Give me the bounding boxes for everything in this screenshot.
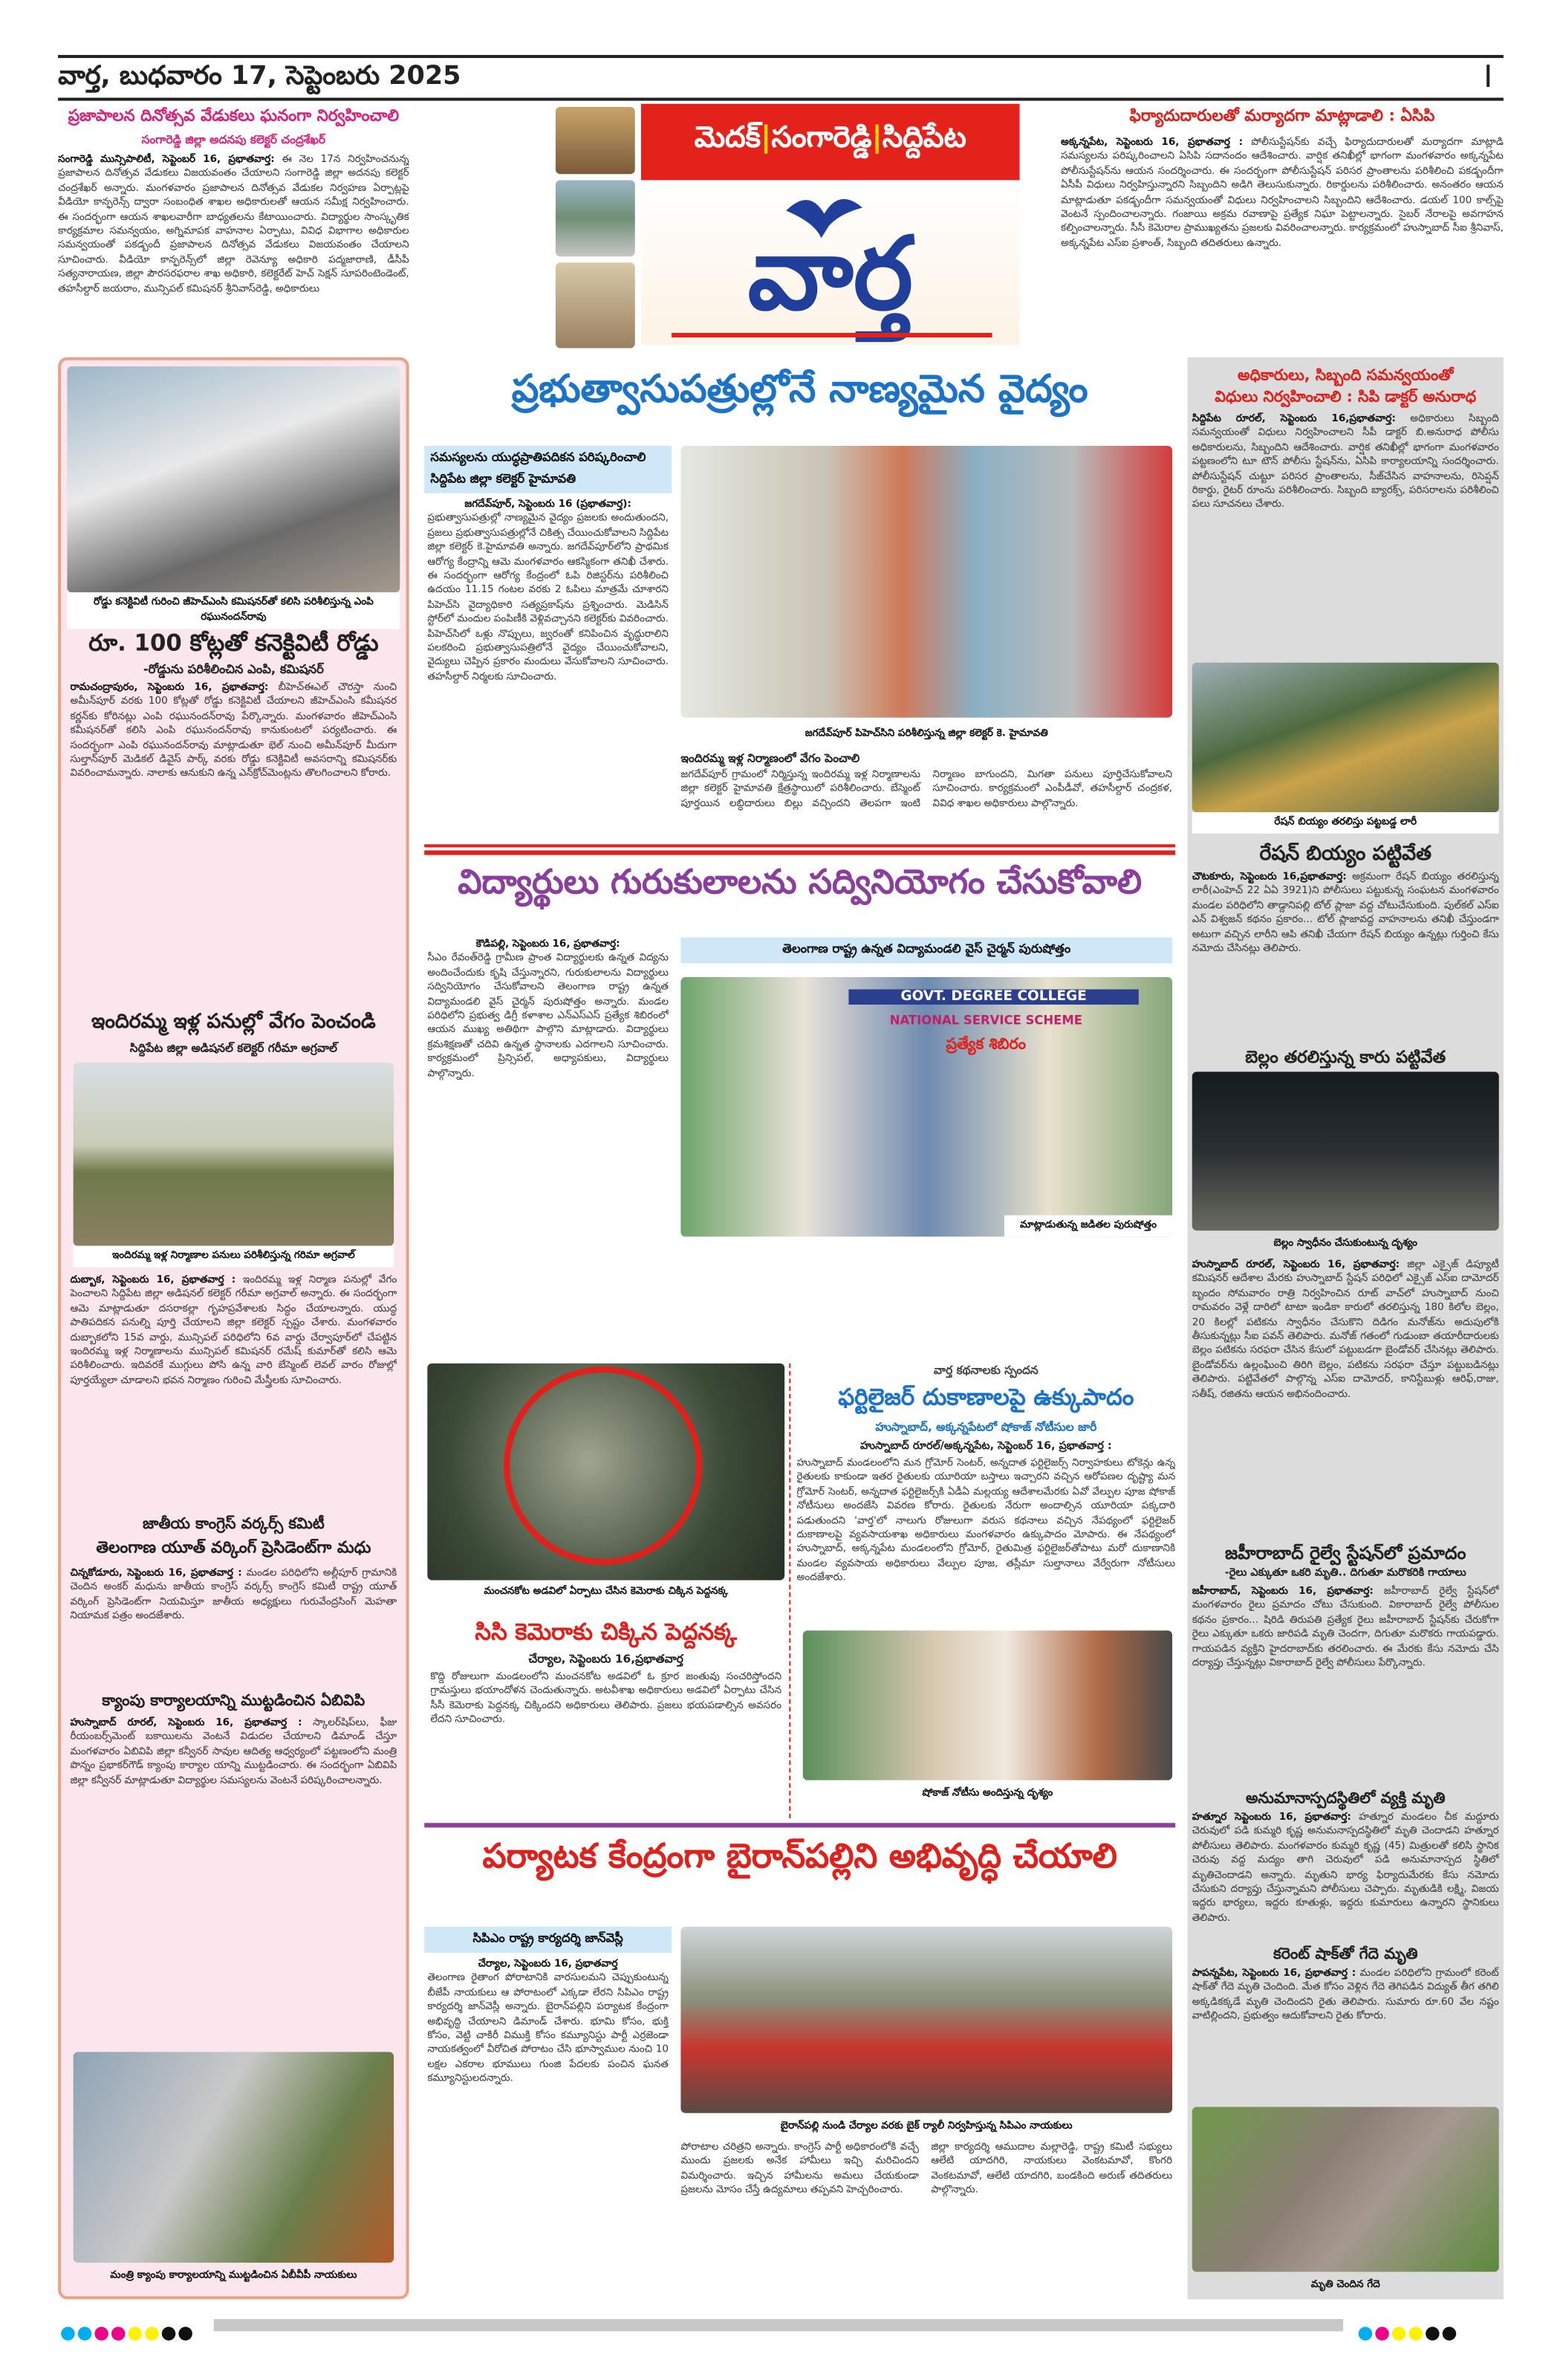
body-text: అధికారులు సిబ్బంది సమన్వయంతో విధులు నిర్వహించాలని సీపీ డాక్టర్ బి.అనురాధ పోలీసు అధికారులను, సిబ్బందిని ఆదేశించారు. వార్షిక తనిఖీల్లో భాగంగా మంగళవారం పట్టణంలోని టూ టౌన్ పోలీసు స్టేషన్‌ను, ఏసిపి కార్యాలయాన్ని సందర్శించారు. పోలీసుస్టేషన్ చుట్టూ పరిసర ప్రాంతాలను, సీజ్‌చేసిన వాహనాలను, రిసెప్షన్ రికార్డు, రైటర్ రూంను పరిశీలించారు. సిబ్బంది బ్యారక్స్, పరిసరాలను పరిశీలించి పలు సూచనలు చేశారు.	[1192, 412, 1499, 511]
body-text: తెలంగాణ రైతాంగ పోరాటానికి వారసులమని చెప్పుకుంటున్న బీజేపీ నాయకులు ఆ పోరాటంలో ఎక్కడా లేరని సిపిఎం రాష్ట్ర కార్యదర్శి జాన్‌వెస్లీ అన్నారు. బైరాన్‌పల్లిని పర్యాటక కేంద్రంగా అభివృద్ధి చేయాలని డిమాండ్ చేశారు. భూమి కోసం, భుక్తి కోసం, వెట్టి చాకిరీ విముక్తి కోసం కమ్యూనిస్టు పార్టీ ఎర్రజెండా నాయకత్వంలో వీరోచిత పోరాటం చేసి భూస్వాముల నుంచి 10 లక్షల ఎకరాల భూములు గుంజి పేదలకు పంచిన ఘనత కమ్యూనిస్టులదన్నారు.	[427, 1971, 669, 2085]
abvp-protest-photo	[74, 2052, 394, 2263]
body-text: ఇందిరమ్మ ఇళ్ల నిర్మాణ పనుల్లో వేగం పెంచాలని సిద్దిపేట జిల్లా అడిషనల్ కలెక్టర్ గరీమా అగ్రవాల్ అన్నారు. ఈ సందర్భంగా ఆమె మాట్లాడుతూ దసరాకల్లా గృహప్రవేశాలకు సిద్ధం చేయాలన్నారు. యుద్ధ పాతిపదికన పనుల్ని పూర్తి చేయాలని జిల్లా కలెక్టర్ స్పష్టం చేశారు. మంగళవారం దుబ్బాకలోని 15వ వార్డు, మున్సిపల్ పరిధిలోని 6వ వార్డు చేర్వాపూర్‌లో చేపట్టిన ఇందిరమ్మ ఇళ్ల నిర్మాణాలను మున్సిపల్ కమిషనర్ రమేష్ కుమార్‌తో కలిసి ఆమె పరిశీలించారు. ఇదివరకే ముగ్గులు పోసి ఉన్న వారి బేస్మెంట్ లెవల్ వారం రోజుల్లో పూర్తయ్యేలా చూడాలని భవన నిర్మాణం గురించి మేస్త్రీలకు సూచించారు.	[70, 1273, 397, 1387]
highlight-box	[424, 446, 672, 493]
article-body	[71, 1566, 397, 1688]
dateline: కౌడిపల్లి, సెప్టెంబరు 16, ప్రభాతవార్త:	[475, 937, 620, 950]
dateline: హత్నూర సెప్టెంబరు 16, ప్రభాతవార్త:	[1192, 1810, 1351, 1823]
box-line: సమస్యలను యుద్ధప్రాతిపదికన పరిష్కరించాలి	[430, 450, 646, 464]
fountain-photo	[556, 180, 635, 256]
headline-kicker: జాతీయ కాంగ్రెస్ వర్కర్స్ కమిటీ	[142, 1516, 325, 1533]
dateline: సంగారెడ్డి మున్సిపాలిటీ, సెప్టెంబర్ 16, ప్రభాతవార్త:	[58, 152, 275, 165]
header-bottom-rule	[58, 98, 1504, 101]
column-divider	[789, 1364, 790, 1818]
photo-sign-college: GOVT. DEGREE COLLEGE	[848, 989, 1138, 1005]
article-body	[427, 498, 669, 843]
highlight-circle	[504, 1366, 702, 1565]
header-top-rule	[58, 55, 1504, 58]
notice-handover-photo	[803, 1630, 1172, 1780]
photo-caption: మాట్లాడుతున్న జడితల పురుషోత్తం	[1004, 1216, 1172, 1237]
gray-strip	[214, 2319, 1343, 2331]
subheading: ఇందిరమ్మ ఇళ్ల నిర్మాణంలో వేగం పెంచాలి	[680, 750, 860, 765]
headline: ఇందిరమ్మ ఇళ్ల పనుల్లో వేగం పెంచండి	[91, 1011, 376, 1034]
section-rule	[424, 850, 1175, 855]
dateline: హుస్నాబాద్ రూరల్, సెప్టెంబరు 16, ప్రభాతవార్త :	[70, 1716, 302, 1728]
headline: రేషన్ బియ్యం పట్టివేత	[1259, 843, 1432, 866]
body-text: పోలీసుస్టేషన్‌కు వచ్చే ఫిర్యాదుదారులతో మర్యాదగా మాట్లాడి సమస్యలను పరిష్కరించాలని ఏసిపి సదానందం ఆదేశించారు. వార్షిక తనిఖీల్లో భాగంగా మంగళవారం అక్కన్నపేట పోలీసుస్టేషన్‌ను ఆయన సందర్శించారు. ఈ సందర్భంగా పోలీసుస్టేషన్ పరిసర ప్రాంతాలను పరిశీలించి పకడ్బందీగా ఏసీపీ విధులు నిర్వహిస్తున్నారని సిబ్బందిని అడిగి తెలుసుకున్నారు. రికార్డులను పరిశీలించారు. అనంతరం ఆయన మాట్లాడుతూ పకడ్బందీగా సమన్వయంతో విధులు నిర్వహించాలని సిబ్బందిని ఆదేశించారు. డయల్ 100 కాల్స్‌పై వెంటనే స్పందించాలన్నారు. గంజాయి అక్రమ రవాణాపై ప్రత్యేక నిఘా పెట్టాలన్నారు. సైబర్ నేరాలపై అవగాహన కల్పించాలన్నారు. సీసీ కెమెరాల ప్రాముఖ్యతను ప్రజలకు వివరించాలన్నారు. కార్యక్రమంలో హుస్నాబాద్ సీఐ శ్రీనివాస్, అక్కన్నపేట ఎస్ఐ ప్రశాంత్, సిబ్బంది తదితరులు ఉన్నారు.	[1061, 135, 1504, 249]
dateline: చౌటకూరు, సెప్టెంబరు 16,ప్రభాతవార్త:	[1192, 870, 1347, 883]
dateline: జగదేవ్‌పూర్, సెప్టెంబరు 16 (ప్రభాతవార్త):	[464, 497, 631, 510]
article-body: జిల్లా కార్యదర్శి ఆముదాల మల్లారెడ్డి, రాష్ట్ర కమిటీ సభ్యులు ఆలేటి యాదగిరి, నాయకులు వెంకటమావో, కొంగరి వెంకటమావో, ఆలేటి యాదగిరి, బండకింది అరుణ్ తదితరులు పాల్గొన్నారు.	[931, 2140, 1173, 2196]
headline: బెల్లం తరలిస్తున్న కారు పట్టివేత	[1245, 1047, 1446, 1068]
body-text: ప్రభుత్వాసుపత్రుల్లో నాణ్యమైన వైద్యం ప్రజలకు అందుతుందని, ప్రజలు ప్రభుత్వాసుపత్రుల్లోనే చికిత్స చేయించుకోవాలని సిద్దిపేట జిల్లా కలెక్టర్ కె.హైమావతి అన్నారు. జగదేవ్‌పూర్‌లోని ప్రాథమిక ఆరోగ్య కేంద్రాన్ని ఆమె మంగళవారం ఆకస్మికంగా తనిఖీ చేశారు. ఈ సందర్భంగా ఆరోగ్య కేంద్రంలో ఓపి రిజిస్టర్‌ను పరిశీలించి ఉదయం 11.15 గంటల వరకు 2 ఓపిలు మాత్రమే చూశారని పిహెచ్‌సి వైద్యాధికారి సత్యప్రకాష్‌ను ప్రశ్నించారు. మెడిసిన్ స్టోర్‌లో మందుల పంపిణీకి వెళ్లివచ్చానని కలెక్టర్‌కు వివరించారు. పిహెచ్‌సిలో ఒళ్లు నొప్పులు, జ్వరంతో కనిపించిన వృద్ధురాలిని పలకరించి ప్రభుత్వాసుపత్రిలోనే వైద్యం చేయించుకోవాలని, వైద్యులు చెప్పిన ప్రకారం మందులు వేసుకోవాలని సూచించారు. తహసీల్దార్ నిర్మలకు సూచించారు.	[427, 512, 669, 683]
photo-caption: బైరాన్‌పల్లి నుండి చేర్యాల వరకు బైక్ ర్యాలీ నిర్వహిస్తున్న సిపిఎం నాయకులు	[680, 2116, 1172, 2138]
body-text: హత్నూర మండలం చీక మద్దూరు చెరువులో పడి కుమ్మరి కృష్ణ అనుమనాస్పదస్థితిలో మృతి చెందాడని హత్నూర పోలీసులు తెలిపారు. మంగళవారం కుమ్మరి కృష్ణ (45) మిత్రులతో కలిసి స్థానిక చెరువు వద్ద మద్యం తాగి చెరువులో పడి అనుమానాస్పద స్థితిలో మృతిచెందాడని అన్నారు. మృతుని భార్య ఫిర్యాదుమేరకు కేసు నమోదు చేసుకుని దర్యాప్తు చేస్తున్నామని పోలీసులు చెప్పారు. మృతుడికి లక్ష్మి, విజయ ఇద్దరు భార్యలు, ఇద్దరు కూతుళ్లు, ఇద్దరు కుమారులు ఉన్నారని స్థానికులు తెలిపారు.	[1192, 1810, 1499, 1924]
article-body: జగదేవ్‌పూర్ గ్రామంలో నిర్మిస్తున్న ఇందిరమ్మ ఇళ్ల నిర్మాణాలను జిల్లా కలెక్టర్ హైమావతి క్షేత్రస్థాయిలో పరిశీలించారు. బేస్మెంట్ పూర్తయిన లబ్ధిదారులు బిల్లు వచ్చిందని తెలపగా ఇంటి నిర్మాణం బాగుందని, మిగతా పనులు పూర్తిచేసుకోవాలని సూచించారు. కార్యక్రమంలో ఎంపీడీవో, తహసీల్దార్ చంద్రకళ, వివిధ శాఖల అధికారులు పాల్గొన్నారు.	[680, 768, 1173, 809]
headline: విధులు నిర్వహించాలి : సిపి డాక్టర్ అనురాధ	[1215, 389, 1477, 406]
article-body	[71, 1716, 397, 2036]
photo-caption: షోకాజ్ నోటీసు అందిస్తున్న దృశ్యం	[803, 1783, 1172, 1805]
logo-underline	[672, 333, 992, 337]
temple-photo	[556, 107, 635, 174]
subheadline: హుస్నాబాద్, అక్కన్నపేటలో షోకాజ్ నోటీసుల జారీ	[875, 1419, 1097, 1434]
body-text: అక్రమంగా రేషన్ బియ్యం తరలిస్తున్న లారీ(ఎంహెచ్ 22 ఏఏ 3921)ని పోలీసులు పట్టుకున్న సంఘటన మంగళవారం మండల పరిధిలోని తాడ్దానిపల్లి టోల్ ప్లాజా వద్ద చోటుచేసుకుంది. పుల్‌కల్ ఎస్ఐ ఎన్ విశ్వజన్ కథనం ప్రకారం... టోల్ ప్లాజావద్ద వాహనాలను తనిఖీ చేస్తుండగా అటుగా వచ్చిన లారీని ఆపి తనిఖీ చేయగా రేషన్ బియ్యం ఉన్నట్లు గుర్తించి కేసు నమోదు చేసినట్లు తెలిపారు.	[1192, 870, 1499, 955]
article-body	[71, 681, 397, 1001]
housing-site-photo	[74, 1063, 394, 1246]
registration-marks-right	[1359, 2318, 1460, 2347]
masthead	[553, 104, 1020, 351]
article-body	[71, 1274, 397, 1502]
dateline: చేర్యాల, సెప్టెంబరు 16,ప్రభాతవార్త	[528, 1652, 683, 1666]
photo-caption: రేషన్ బియ్యం తరలిస్తు పట్టబడ్డ లారీ	[1192, 812, 1499, 834]
section-rule	[424, 844, 1175, 847]
body-text: ఈ నెల 17న నిర్వహించనున్న ప్రజాపాలన దినోత్సవ వేడుకలు విజయవంతం చేయాలని సంగారెడ్డి జిల్లా అదనపు కలెక్టర్ చంద్రశేఖర్ అన్నారు. మంగళవారం ప్రజాపాలన దినోత్సవ వేడుకల నిర్వహణ ఏర్పాట్లపై వీడియో కాన్ఫరెన్స్ ద్వారా సంబంధిత శాఖల అధికారులతో ఆయన సమీక్ష నిర్వహించారు. ఈ సందర్భంగా ఆయన శాఖలవారీగా బాధ్యతలను కేటాయించారు. విద్యార్థుల సాంస్కృతిక కార్యక్రమాల సమన్వయం, అగ్నిమాపక వాహనాల ఏర్పాటు, వివిధ విభాగాల అధికారుల సమన్వయంతో పకడ్బందీ ప్రజాపాలన దినోత్సవ వేడుకలు విజయవంతం చేయాలని సూచించారు. వీడియో కాన్ఫరెన్స్‌లో జిల్లా రెవెన్యూ అధికారి పద్మజారాణి, డీసీపీ సత్యనారాయణ, జిల్లా పౌరసరఫరాల శాఖ అధికారి, కలెక్టరేట్ హెచ్ సెక్షన్ సూపరింటెండెంట్, తహసీల్దార్ జయరాం, మున్సిపల్ కమిషనర్ శ్రీనివాస్‌రెడ్డి, అధికారులు	[58, 152, 409, 294]
logo-wordmark: వార్త	[747, 215, 914, 333]
headline: అనుమానాస్పదస్థితిలో వ్యక్తి మృతి	[1245, 1791, 1446, 1808]
district-medak: మెదక్	[694, 120, 761, 155]
photo-caption: జగదేవ్‌పూర్ పిహెచ్‌సిని పరిశీలిస్తున్న జిల్లా కలెక్టర్ కె. హైమావతి	[680, 724, 1172, 745]
article-body	[1061, 136, 1504, 350]
college-event-photo	[680, 977, 1172, 1236]
church-photo	[556, 262, 635, 348]
article-body: హుస్నాబాద్ మండలంలోని మన గ్రోమోర్ సెంటర్, అన్నదాత ఫర్టిలైజర్స్ నిర్వాహకులు టోకెన్లు ఉన్న రైతులకు కాకుండా ఇతర రైతులకు యూరియా బస్తాలు ఇచ్చారని వచ్చిన ఆరోపణల దృష్ట్యా మన గ్రోమోర్ సెంటర్, అన్నదాత ఫర్టిలైజర్స్‌కి ఏడీఏ మల్లయ్య ఆదేశాలమేరకు ఏవో వేల్పుల పూజ షోకాజ్ నోటీసులు అందజేసి వివరణ కోరారు. రైతులకు నేరుగా అందాల్సిన యూరియా పక్కదారి పడుతుందని 'వార్త'లో నాలుగు రోజులుగా వరుస కథనాలు వచ్చిన నేపథ్యంలో ఫర్టిలైజర్ దుకాణాలపై వ్యవసాయశాఖ అధికారులు మంగళవారం ఉక్కుపాదం మోపారు. ఈ నేపథ్యంలో హుస్నాబాద్, అక్కన్నపేట మండలంలోని గ్రోమోర్, రైతుమిత్ర ఫర్టిలైజర్‌తోపాటు మరో దుకాణానికి మండల వ్యవసాయ అధికారులు వేల్పుల పూజ, తస్లీమా సుల్తానాలు వేర్వేరుగా నోటీసులు అందజేశారు.	[796, 1456, 1176, 1584]
article-acp	[1061, 107, 1504, 350]
headline: ఫర్టిలైజర్ దుకాణాలపై ఉక్కుపాదం	[838, 1383, 1134, 1411]
ration-lorry-photo	[1192, 663, 1499, 812]
photo-sign-nss: NATIONAL SERVICE SCHEME	[889, 1014, 1082, 1028]
article-body	[1192, 1258, 1499, 1536]
article-prajapalana	[58, 107, 409, 348]
photo-caption: రోడ్డు కనెక్టివిటీ గురించి జీహెచ్ఎంసి కమిషనర్‌తో కలిసి పరిశీలిస్తున్న ఎంపి రఘునందన్‌రావు	[67, 592, 400, 629]
hospital-visit-photo	[680, 446, 1172, 718]
photo-caption: మంత్రి క్యాంపు కార్యాలయాన్ని ముట్టడించిన ఏబీవీపీ నాయకులు	[110, 2269, 357, 2281]
section-rule	[424, 1823, 1175, 1827]
kicker: వార్త కథనాలకు స్పందన	[933, 1363, 1039, 1378]
dateline: దుబ్బాక, సెప్టెంబరు 16, ప్రభాతవార్త :	[70, 1273, 236, 1286]
photo-sign-camp: ప్రత్యేక శిబిరం	[946, 1037, 1027, 1054]
subheadline: -రైలు ఎక్కుతూ ఒకరి మృతి.. దిగుతూ మరొకరికి గాయాలు	[1224, 1566, 1466, 1579]
body-text: స్కాలర్‌షిప్‌లు, ఫీజు రీయంబర్స్‌మెంట్ బకాయిలను వెంటనే విడుదల చేయాలని డిమాండ్ చేస్తూ మంగళవారం ఏబివిపి జిల్లా కన్వీనర్ సావుల ఆదిత్య ఆధ్వర్యంలో పట్టణంలోని మంత్రి పొన్నం ప్రభాకర్‌గౌడ్ క్యాంపు కార్యాల యాన్ని ముట్టడించారు. ఈ సందర్భంగా ఏబివిపి జిల్లా కన్వీనర్ మాట్లాడుతూ విద్యార్థుల సమస్యలను వెంటనే పరిష్కరించాలన్నారు.	[70, 1716, 397, 1786]
dateline: జహీరాబాద్, సెప్టెంబరు 16, ప్రభాతవార్త:	[1192, 1584, 1374, 1598]
main-headline-bairanpally: పర్యాటక కేంద్రంగా బైరాన్‌పల్లిని అభివృద్ధి చేయాలి	[482, 1838, 1117, 1877]
body-text: మండల పరిధిలోని అల్లీపూర్ గ్రామానికి చెందిన అంకర్ మధును జాతీయ కాంగ్రెస్ వర్కర్స్ కాంగ్రెస్ కమిటీ రాష్ట్ర యూత్ వర్కింగ్ ప్రెసిడెంట్‌గా నియమిస్తూ జాతీయ అధ్యక్షులు గురువేంద్రసింగ్ మెహతా నియామక పత్రం అందజేశారు.	[70, 1566, 397, 1622]
district-banner: మెదక్|సంగారెడ్డి|సిద్దిపేట	[641, 104, 1020, 181]
photo-caption: బెల్లం స్వాధీనం చేసుకుంటున్న దృశ్యం	[1273, 1236, 1417, 1249]
article-body	[1192, 1966, 1499, 2101]
dateline: చిన్నకోడూరు, సెప్టెంబరు 16, ప్రభాతవార్త :	[70, 1566, 242, 1579]
jackal-camera-photo	[427, 1364, 784, 1580]
body-text: జిల్లా ఎక్సైజ్ డిప్యూటీ కమిషనర్ ఆదేశాల మేరకు హుస్నాబాద్ స్టేషన్ పరిధిలో ఎక్సైజ్ ఎస్ఐ దామోదర్ బృందం సోమవారం రాత్రి నిర్వహించిన రూట్ వాచ్‌లో హుస్నాబాద్ నుంచి రామవరం వెళ్లే దారిలో టాటా ఇండికా కారులో తరలిస్తున్న 180 కిలోల బెల్లం, 20 కిలల్లో పటికను స్వాధీనం చేసుకొని దిడిగం మనోజ్‌ను అదుపులోకి తీసుకున్నట్లు సీఐ పవన్ తెలిపారు. మనోజ్ గతంలో గుడుంబా తయారీదారులకు బెల్లం పటికను సరఫరా చేసిన కేసులో పట్టుబడగా బైండోవర్ చేసినట్లు తెలిపారు. బైండోవర్‌ను ఉల్లంఘించి తిరిగి బెల్లం, పటికను సరఫరా చేస్తూ పట్టుబడినట్లు తెలిపారు. పట్టివేతలో పాల్గొన్న ఎస్ఐ దామోదర్, కానిస్టేబుళ్లు ఆరిఫ్,రాజు, సతీష్, రజితను ఆయన అభినందించారు.	[1192, 1258, 1499, 1400]
subheadline: -రోడ్డును పరిశీలించిన ఎంపి, కమిషనర్	[143, 662, 324, 677]
article-body	[1192, 1811, 1499, 1942]
right-news-column	[1188, 357, 1504, 2300]
headline: క్యాంపు కార్యాలయాన్ని ముట్టడించిన ఏబివిపి	[102, 1693, 365, 1711]
main-headline-gurukul: విద్యార్థులు గురుకులాలను సద్వినియోగం చేసుకోవాలి	[458, 863, 1143, 903]
logo-area	[641, 180, 1020, 345]
body-text: జహీరాబాద్ రైల్వే స్టేషన్‌లో మంగళవారం రైలు ప్రమాదం చోటు చేసుకుంది. వికారాబాద్ రైల్వే పోలీసుల కథనం ప్రకారం... షిరిడి తిరుపతి ప్రత్యేక రైలు జహీరాబాద్ స్టేషన్‌కు చేరుకోగా రైలు ఎక్కుతూ ఒకరు జారిపడి మృతి చెందగా, దిగుతూ మరొకరు గాయపడ్డారు. గాయపడిన వ్యక్తిని హైదరాబాద్‌కు తరలించారు. ఈ మేరకు కేసు నమోదు చేసి దర్యాప్తు చేస్తున్నట్లు వికారాబాద్ రైల్వే పోలీసులు పేర్కొన్నారు.	[1192, 1584, 1499, 1669]
body-text: బీహెచ్ఈఎల్ చౌరస్తా నుంచి అమీన్‌పూర్ వరకు 100 కోట్లతో రోడ్డు కనెక్టివిటీ చేయాలని జీహెచ్ఎంసి కమీషనర కర్ణన్‌కు కోరినట్లు ఎంపి రఘునందన్‌రావు పేర్కొన్నారు. మంగళవారం జీహెచ్ఎంసి కమీషనర్‌తో కలిసి ఎంపి రఘునందన్‌రావు కానుకుంటలో పర్యటించారు. ఈ సందర్భంగా ఎంపి రఘునందన్‌రావు మాట్లాడుతూ భెల్ నుంచి అమీన్‌పూర్ మీదుగా సుల్తాన్‌పూర్ మెడికల్ డివైస్ పార్క్ వరకు రోడ్డు కనెక్టివిటీ అవసరాన్ని కమిషనర్‌కు వివరించామన్నారు. నాలాకు ఆనుకుని ఉన్న ఎన్‌క్రోచ్‌మెంట్లను తొలగించాలని కోరారు.	[70, 681, 397, 779]
jaggery-car-photo	[1192, 1071, 1499, 1230]
district-siddipet: సిద్దిపేట	[882, 120, 966, 155]
date-line: వార్త, బుధవారం 17, సెప్టెంబరు 2025	[58, 61, 461, 92]
photo-caption: మంచనకోట అడవిలో ఏర్పాటు చేసిన కెమెరాకు చిక్కిన పెద్దనక్క	[427, 1582, 784, 1604]
dateline: హుస్నాబాద్ రూరల్, సెప్టెంబరు 16, ప్రభాతవార్త:	[1192, 1258, 1400, 1271]
left-feature-column	[58, 357, 409, 2300]
headline: తెలంగాణ యూత్ వర్కింగ్ ప్రెసిడెంట్‌గా మధు	[96, 1539, 371, 1557]
article-fertilizer	[797, 1364, 1176, 1646]
dateline: పాపన్నపేట, సెప్టెంబరు 16, ప్రభాతవార్త :	[1192, 1966, 1356, 1979]
subheadline: సిద్దిపేట జిల్లా అడిషనల్ కలెక్టర్ గరీమా అగ్రవాల్	[129, 1041, 337, 1055]
dead-buffalo-photo	[1192, 2107, 1499, 2272]
headline: రూ. 100 కోట్లతో కనెక్టివిటీ రోడ్డు	[88, 629, 379, 657]
subheadline: సంగారెడ్డి జిల్లా అదనపు కలెక్టర్ చంద్రశేఖర్	[141, 132, 326, 147]
article-body	[427, 1957, 669, 2299]
article-body: పోరాటాల చరిత్రని అన్నారు. కాంగ్రెస్ పార్టీ అధికారంలోకి వచ్చే ముందు ప్రజలకు అనేక హామీలు ఇచ్చి మరిచిందని విమర్శించారు. ఇచ్చిన హామీలను అమలు చేయకుండా ప్రజలను మోసం చేస్తే ఉద్యమాలు తప్పవని హెచ్చరించారు.	[680, 2140, 919, 2196]
headline: కరెంట్ షాక్‌తో గేదె మృతి	[1273, 1946, 1418, 1964]
main-headline-hospital: ప్రభుత్వాసుపత్రుల్లోనే నాణ్యమైన వైద్యం	[511, 366, 1088, 411]
dateline: రామచంద్రాపురం, సెప్టెంబరు 16, ప్రభాతవార్త:	[70, 681, 269, 693]
article-body	[1192, 412, 1499, 657]
dateline: హుస్నాబాద్ రూరల్/అక్కన్నపేట, సెప్టెంబర్ 16, ప్రభాతవార్త :	[860, 1439, 1112, 1453]
body-text: సీఎం రేవంత్‌రెడ్డి గ్రామీణ ప్రాంత విద్యార్థులకు ఉన్నత విద్యను అందించేందుకు కృషి చేస్తున్నారని, గురుకులాలను విద్యార్థులు సద్వినియోగం చేసుకోవాలని తెలంగాణ రాష్ట్ర ఉన్నత విద్యామండలి వైస్ చైర్మన్ పురుషోత్తం అన్నారు. మండల పరిధిలోని ప్రభుత్వ డిగ్రీ కళాశాల ఎన్ఎస్ఎస్ ప్రత్యేక శిబిరంలో ఆయన ముఖ్య అతిథిగా పాల్గొని మాట్లాడారు. విద్యార్థులు క్రమశిక్షణతో చదివి ఉన్నత స్థానాలకు ఎదగాలని సూచించారు. కార్యక్రమంలో ప్రిన్సిపల్, అధ్యాపకులు, విద్యార్థులు పాల్గొన్నారు.	[427, 951, 669, 1079]
dateline: సిద్దిపేట రూరల్, సెప్టెంబరు 16,ప్రభాతవార్త:	[1192, 412, 1396, 425]
headline: జహీరాబాద్ రైల్వే స్టేషన్‌లో ప్రమాదం	[1224, 1542, 1466, 1564]
sub-article	[680, 751, 1172, 844]
headline-kicker: అధికారులు, సిబ్బంది సమన్వయంతో	[1238, 368, 1454, 385]
article-body	[427, 938, 669, 1237]
page-marker: I	[1484, 58, 1493, 95]
dateline: అక్కన్నపేట, సెప్టెంబరు 16, ప్రభాతవార్త :	[1061, 135, 1244, 149]
headline: సిసి కెమెరాకు చిక్కిన పెద్దనక్క	[475, 1618, 737, 1646]
headline: ఫిర్యాదుదారులతో మర్యాదగా మాట్లాడాలి : ఏసిపి	[1129, 106, 1435, 126]
registration-marks-left	[61, 2318, 195, 2347]
photo-caption: మృతి చెందిన గేదె	[1310, 2277, 1380, 2291]
article-body	[1192, 1585, 1499, 1786]
body-text: మండల పరిధిలోని గ్రామంలో కరెంట్ షాక్‌తో గేదె మృతి చెందింది. మేత కోసం వెళ్లిన గేదె తెగిపడిన విద్యుత్ తీగ తగిలి అక్కడికక్కడే మృతి చెందిందని రైతు తెలిపారు. సుమారు రూ.60 వేల నష్టం వాటిల్లిందని, ప్రభుత్వం ఆదుకోవాలని రైతు కోరారు.	[1192, 1966, 1499, 2022]
article-body	[58, 152, 409, 348]
box-line: సిద్దిపేట జిల్లా కలెక్టర్ హైమావతి	[430, 471, 576, 486]
headline: ప్రజాపాలన దినోత్సవ వేడుకలు ఘనంగా నిర్వహించాలి	[68, 106, 400, 126]
dateline: చేర్యాల, సెప్టెంబరు 16, ప్రభాతవార్త	[478, 1957, 618, 1970]
photo-caption: ఇందిరమ్మ ఇళ్ల నిర్మాణాల పనులు పరిశీలిస్తున్న గరిమా అగ్రవాల్	[74, 1246, 394, 1268]
article-body: కొద్ది రోజులుగా మండలంలోని మంచనకోట అడవిలో ఓ క్రూర జంతువు సంచరిస్తోందని గ్రామస్తులు భయాందోళన చెందుతున్నారు. అటవీశాఖ అధికారులు అడవిలో ఏర్పాటు చేసిన సీసీ కెమెరాకు పెద్దనక్క చిక్కిందని అధికారులు తెలిపారు. ప్రజలు భయపడాల్సిన అవసరం లేదని సూచించారు.	[430, 1670, 782, 1726]
cpm-bike-rally-photo	[680, 1927, 1172, 2113]
highlight-box: సిపిఎం రాష్ట్ర కార్యదర్శి జాన్‌వెస్లీ	[424, 1927, 672, 1953]
article-body	[1192, 870, 1499, 1047]
highlight-banner: తెలంగాణ రాష్ట్ర ఉన్నత విద్యామండలి వైస్ చైర్మన్ పురుషోత్తం	[680, 938, 1172, 964]
district-sangareddy: సంగారెడ్డి	[771, 120, 872, 155]
road-inspection-photo	[67, 366, 400, 592]
